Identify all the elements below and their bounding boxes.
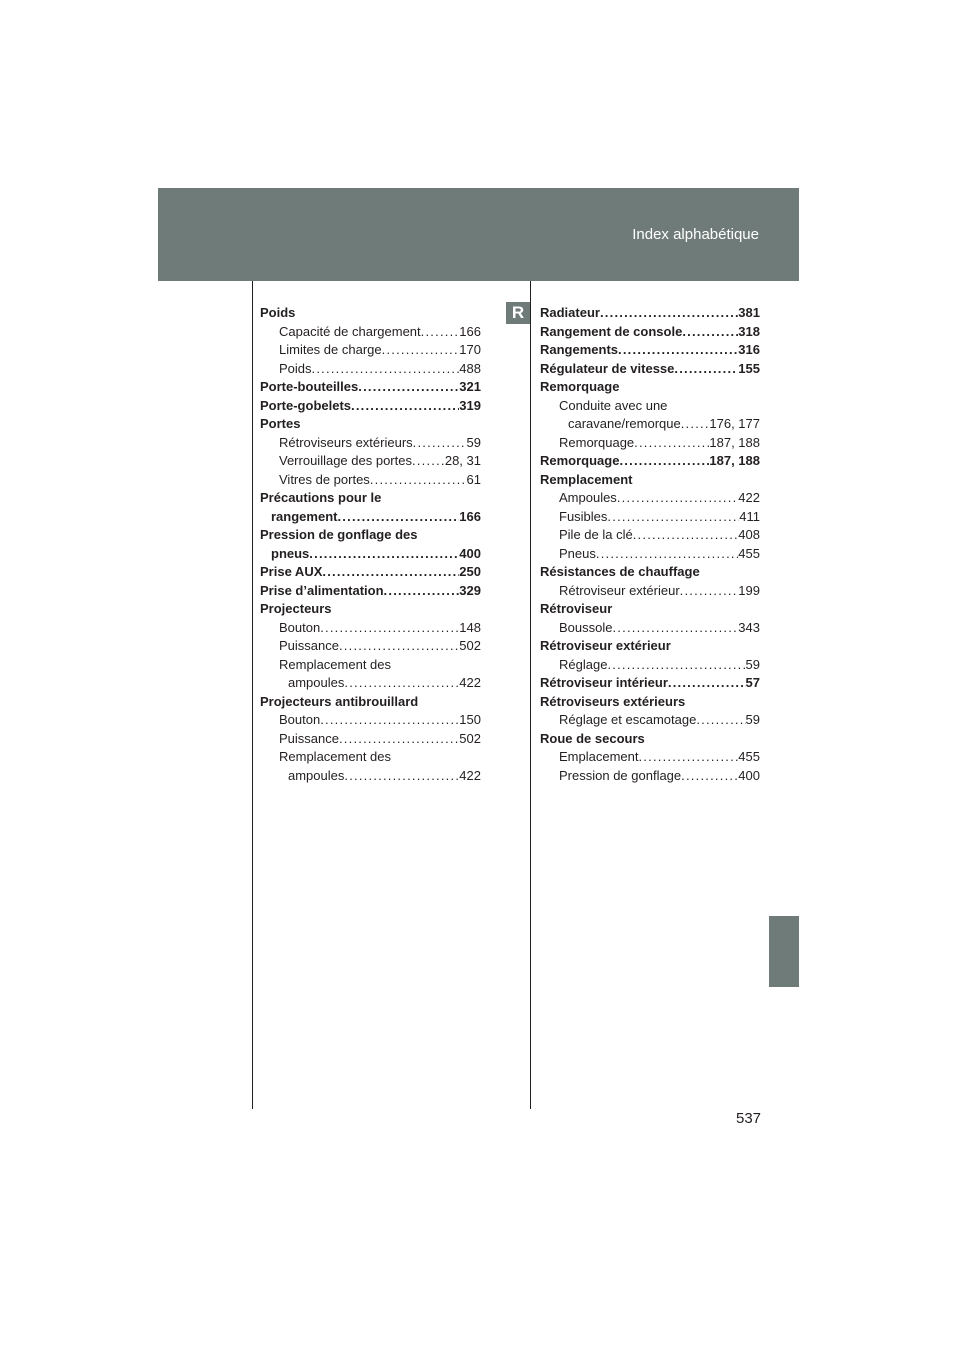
index-column-left	[260, 304, 481, 785]
page-ref: 166	[459, 323, 481, 339]
page-ref: 411	[739, 508, 760, 524]
page-number: 537	[736, 1110, 762, 1127]
page-ref: 321	[459, 379, 481, 394]
index-heading: Rétroviseur extérieur	[540, 638, 671, 653]
index-entry: Remorquage . . . 187, 188	[540, 452, 760, 471]
page-ref: 455	[738, 749, 760, 764]
index-heading: Remorquage	[540, 379, 620, 394]
header-band	[158, 188, 799, 281]
index-entry: Conduite avec une	[559, 397, 668, 413]
index-entry: Boussole . . . 343	[540, 619, 760, 638]
page-ref: 176, 177	[709, 416, 760, 431]
column-divider-left	[252, 281, 253, 1109]
page-ref: 59	[466, 434, 481, 450]
page-ref: 318	[738, 323, 760, 339]
index-entry: rangement . . . 166	[260, 508, 481, 527]
page-ref: 319	[459, 397, 481, 413]
index-entry: Rétroviseur intérieur . . . 57	[540, 674, 760, 693]
page-ref: 502	[459, 730, 481, 746]
page-ref: 329	[459, 582, 481, 598]
index-entry: Pile de la clé . . . 408	[540, 526, 760, 545]
index-entry: Prise d’alimentation . . . 329	[260, 582, 481, 601]
index-entry: Poids . . . 488	[260, 360, 481, 379]
page-ref: 488	[459, 360, 481, 376]
index-entry: Verrouillage des portes . . . 28, 31	[260, 452, 481, 471]
index-entry: pneus . . . 400	[260, 545, 481, 564]
page-ref: 155	[738, 360, 760, 376]
index-entry: Ampoules . . . 422	[540, 489, 760, 508]
index-entry: Remorquage . . . 187, 188	[540, 434, 760, 453]
index-entry: Puissance . . . 502	[260, 637, 481, 656]
page-ref: 250	[459, 564, 481, 579]
page-ref: 166	[459, 508, 481, 524]
page-ref: 199	[738, 582, 760, 598]
page-ref: 408	[738, 527, 760, 542]
index-heading: Portes	[260, 416, 301, 431]
index-entry: Fusibles . . . 411	[540, 508, 760, 527]
page-ref: 187, 188	[709, 453, 760, 468]
index-heading: Rétroviseurs extérieurs	[540, 693, 686, 709]
index-entry: Limites de charge . . . 170	[260, 341, 481, 360]
page-ref: 502	[459, 638, 481, 653]
index-entry: Rangement de console . . . 318	[540, 323, 760, 342]
index-entry: Vitres de portes . . . 61	[260, 471, 481, 490]
page-ref: 150	[459, 712, 481, 727]
page-ref: 187, 188	[709, 434, 760, 450]
index-entry: Radiateur . . . 381	[540, 304, 760, 323]
index-heading: Roue de secours	[540, 730, 645, 746]
page-ref: 381	[738, 305, 760, 320]
index-entry: Emplacement . . . 455	[540, 748, 760, 767]
index-heading: Précautions pour le	[260, 490, 382, 505]
index-entry: caravane/remorque . . . 176, 177	[540, 415, 760, 434]
index-entry: ampoules . . . 422	[260, 767, 481, 786]
index-entry: Remplacement des	[279, 656, 391, 672]
page-ref: 61	[466, 471, 481, 487]
page-ref: 343	[738, 619, 760, 635]
page-ref: 170	[459, 342, 481, 357]
index-entry: Rangements . . . 316	[540, 341, 760, 360]
index-entry: ampoules . . . 422	[260, 674, 481, 693]
index-entry: Rétroviseur extérieur . . . 199	[540, 582, 760, 601]
index-entry: Bouton . . . 148	[260, 619, 481, 638]
page-ref: 316	[738, 342, 760, 357]
index-entry: Remplacement des	[279, 749, 391, 764]
index-entry: Puissance . . . 502	[260, 730, 481, 749]
page-ref: 400	[738, 767, 760, 783]
page-ref: 422	[738, 490, 760, 505]
section-letter-badge: R	[506, 302, 530, 324]
page-ref: 59	[745, 656, 760, 672]
page-ref: 28, 31	[444, 453, 481, 468]
index-heading: Projecteurs	[260, 601, 332, 616]
index-entry: Capacité de chargement . . . 166	[260, 323, 481, 342]
index-entry: Rétroviseurs extérieurs . . . 59	[260, 434, 481, 453]
index-heading: Pression de gonflage des	[260, 527, 418, 542]
index-heading: Remplacement	[540, 471, 633, 487]
index-entry: Porte-bouteilles . . . 321	[260, 378, 481, 397]
index-entry: Porte-gobelets . . . 319	[260, 397, 481, 416]
page-ref: 148	[459, 619, 481, 635]
page-ref: 422	[459, 675, 481, 690]
index-column-right	[540, 304, 760, 785]
page-ref: 422	[459, 767, 481, 783]
section-tab	[769, 916, 799, 987]
page-ref: 59	[745, 712, 760, 727]
index-entry: Réglage . . . 59	[540, 656, 760, 675]
index-entry: Régulateur de vitesse . . . 155	[540, 360, 760, 379]
column-divider-middle	[530, 281, 531, 1109]
index-entry: Pneus . . . 455	[540, 545, 760, 564]
index-heading: Projecteurs antibrouillard	[260, 693, 419, 709]
index-entry: Réglage et escamotage . . . 59	[540, 711, 760, 730]
index-entry: Bouton . . . 150	[260, 711, 481, 730]
index-heading: Poids	[260, 305, 296, 320]
index-heading: Rétroviseur	[540, 601, 613, 616]
index-entry: Prise AUX . . . 250	[260, 563, 481, 582]
index-heading: Résistances de chauffage	[540, 564, 700, 579]
page-title: Index alphabétique	[632, 226, 759, 243]
page-ref: 455	[738, 545, 760, 561]
page-ref: 57	[745, 675, 760, 690]
page-ref: 400	[459, 545, 481, 561]
index-entry: Pression de gonflage . . . 400	[540, 767, 760, 786]
